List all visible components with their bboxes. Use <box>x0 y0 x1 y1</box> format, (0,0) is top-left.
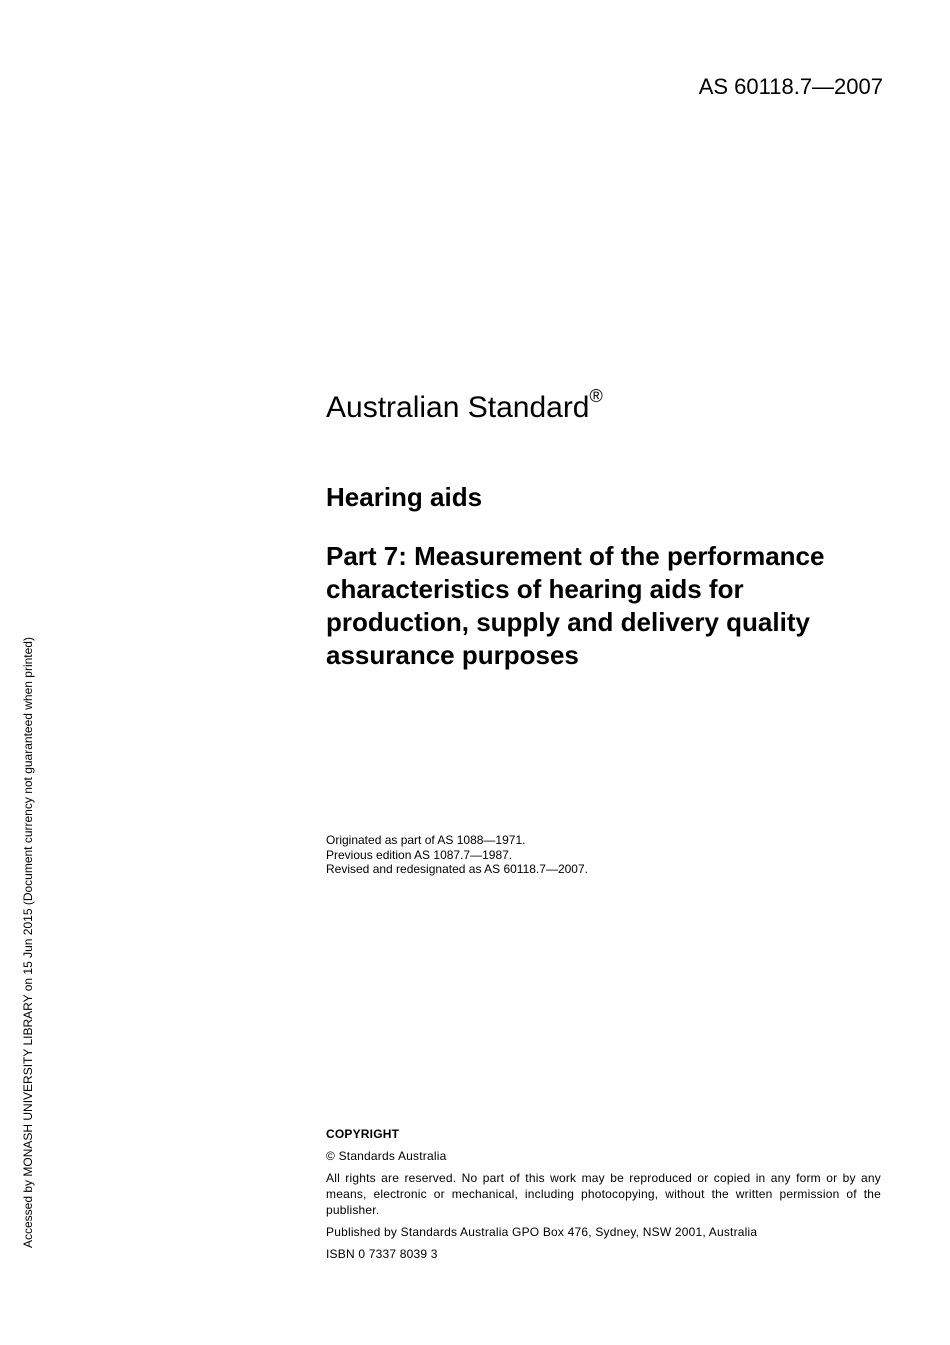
history-line: Revised and redesignated as AS 60118.7—2007. <box>326 862 588 876</box>
access-watermark: Accessed by MONASH UNIVERSITY LIBRARY on 15 Jun 2015 (Document currency not guaranteed when printed) <box>21 637 35 1248</box>
history-line: Previous edition AS 1087.7—1987. <box>326 847 513 862</box>
publication-history <box>326 833 588 877</box>
standard-number: AS 60118.7—2007 <box>698 74 883 99</box>
copyright-owner: © Standards Australia <box>326 1149 447 1163</box>
copyright-heading: COPYRIGHT <box>326 1127 400 1141</box>
isbn: ISBN 0 7337 8039 3 <box>326 1247 438 1261</box>
document-title: Hearing aids <box>326 482 483 512</box>
title-block <box>326 378 886 672</box>
series-title <box>326 378 886 430</box>
series-title-text: Australian Standard <box>326 391 590 424</box>
copyright-rights: All rights are reserved. No part of this work may be reproduced or copied in any form or by any means, electronic or mechanical, including photocopying, without the written permission of the publisher. <box>326 1171 881 1217</box>
copyright-block <box>326 1126 881 1268</box>
history-line: Originated as part of AS 1088—1971. <box>326 833 526 847</box>
publisher-info: Published by Standards Australia GPO Box 476, Sydney, NSW 2001, Australia <box>326 1225 758 1239</box>
registered-mark: ® <box>589 386 603 406</box>
document-subtitle: Part 7: Measurement of the performance characteristics of hearing aids for production, supply and delivery quality assurance purposes <box>326 541 825 670</box>
